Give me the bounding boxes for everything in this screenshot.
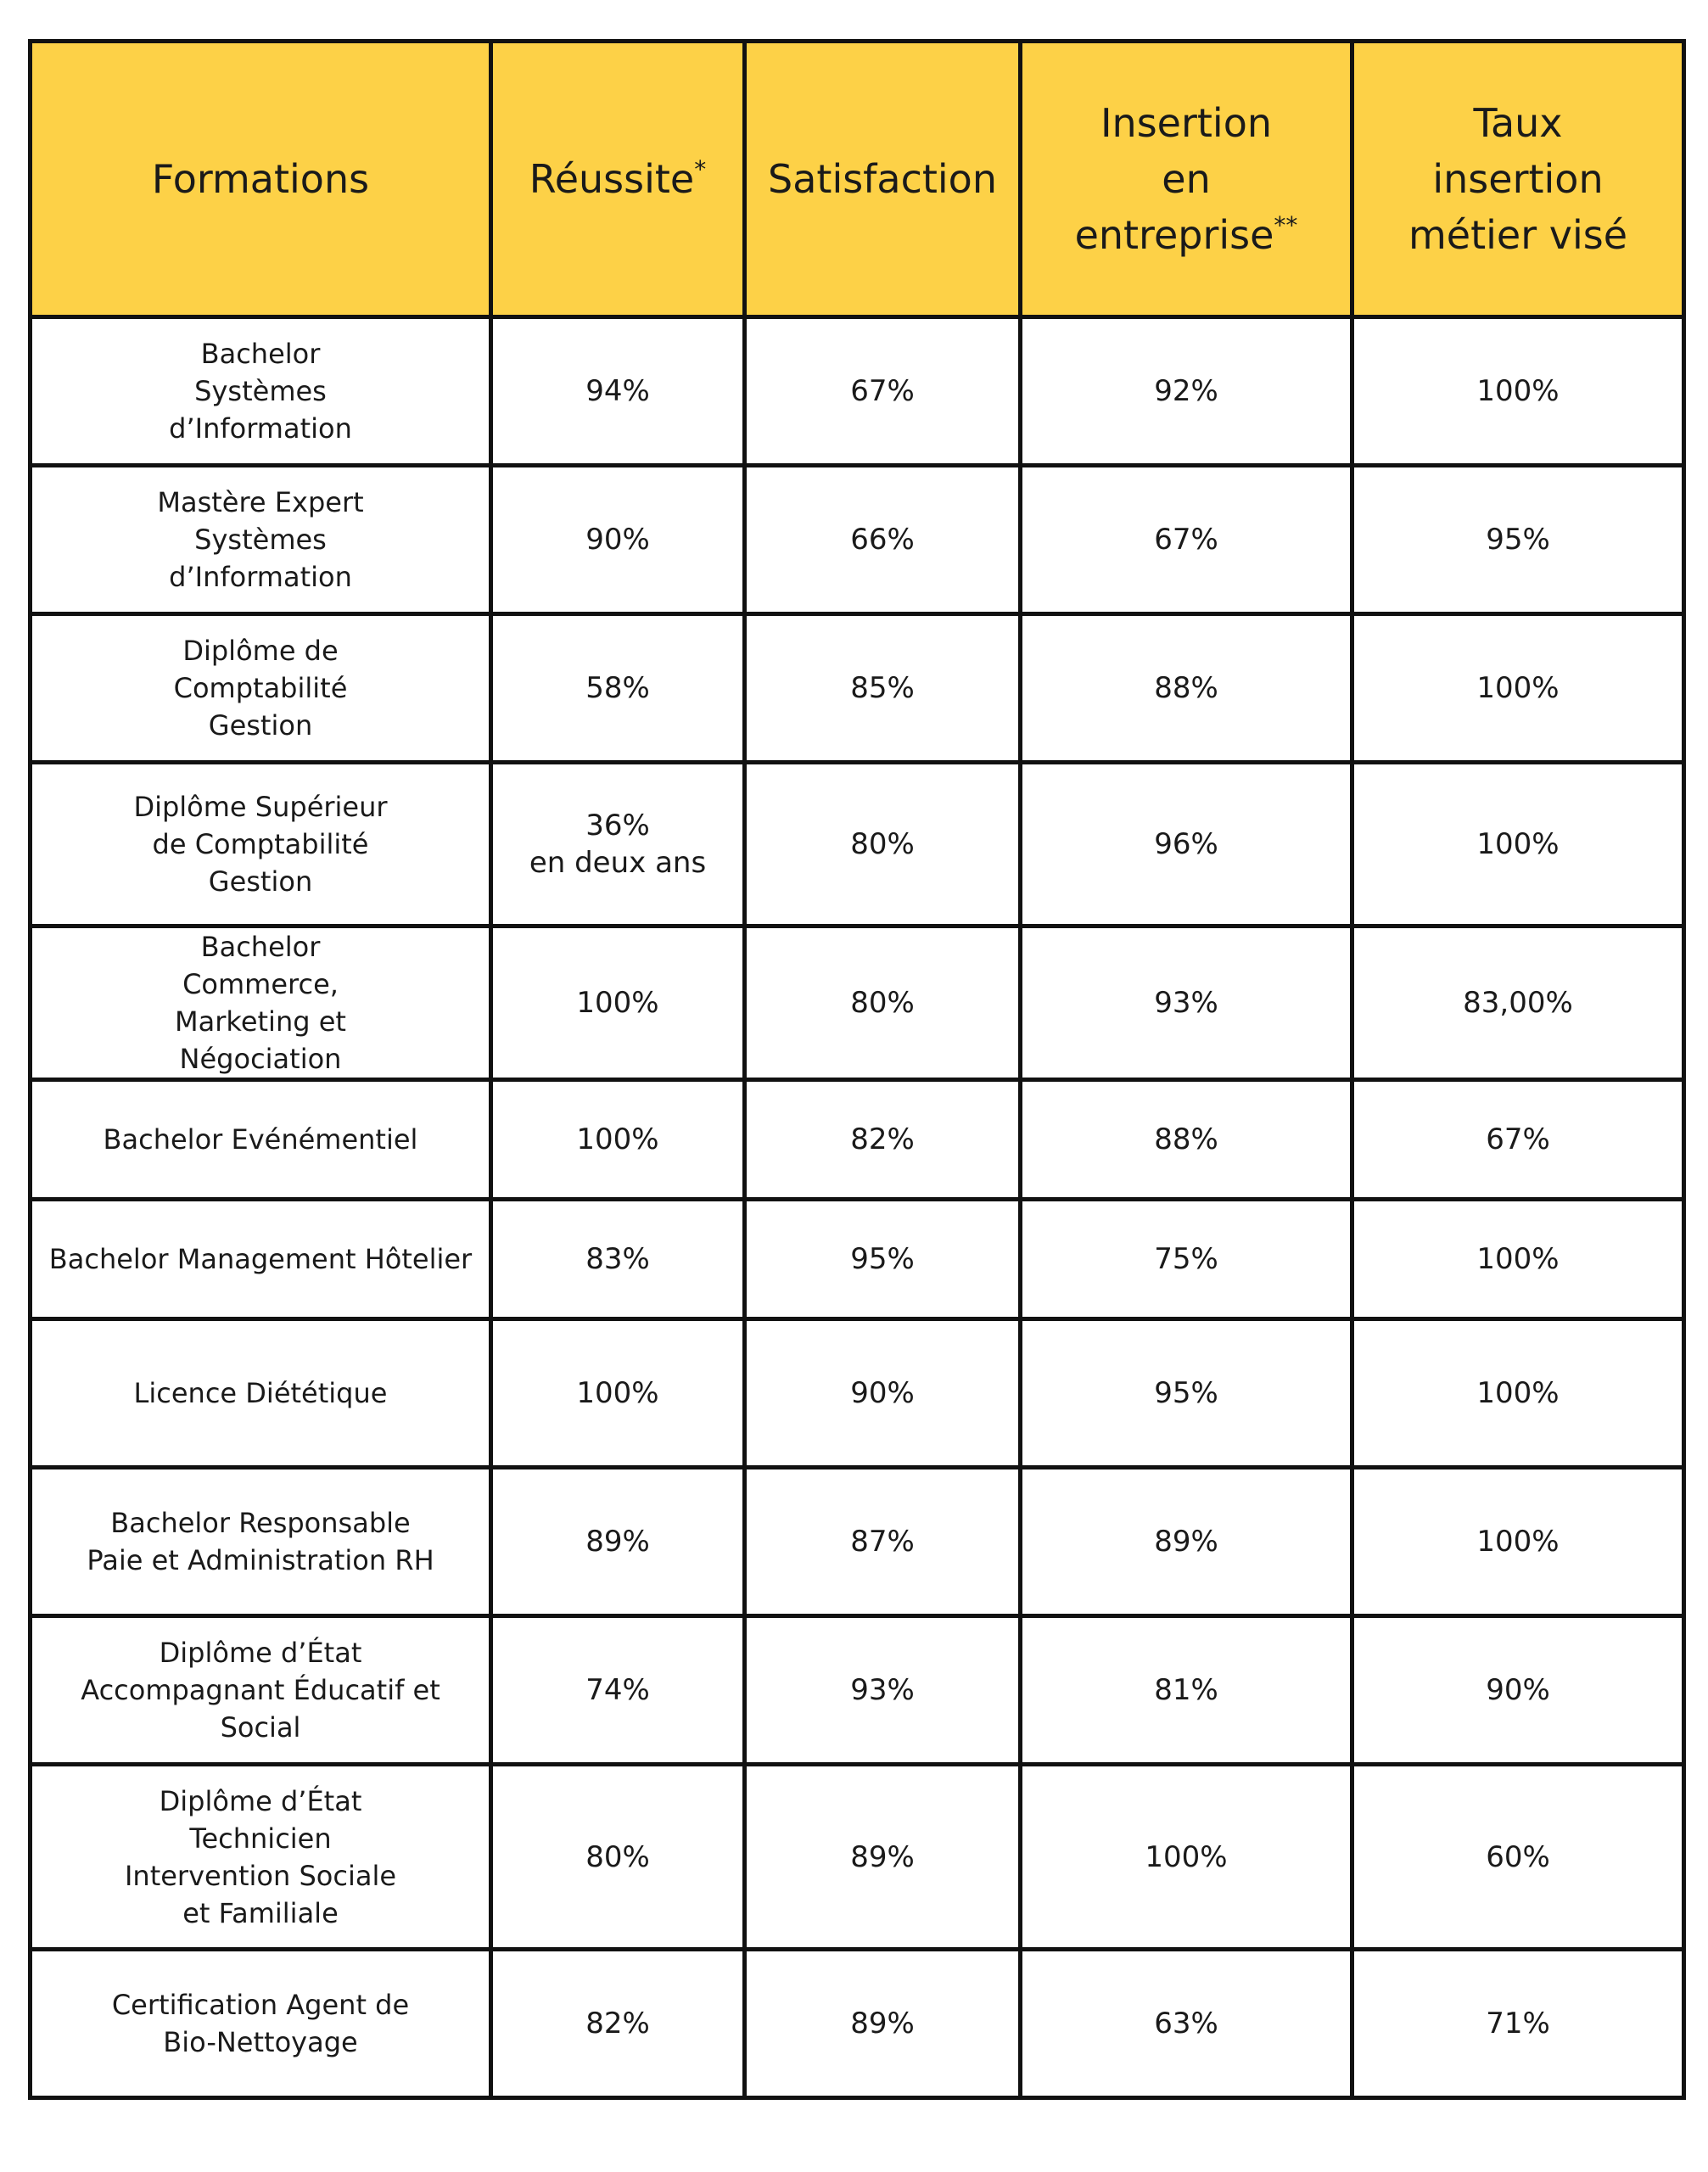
cell-satisfaction: 80% xyxy=(745,763,1021,926)
cell-formation: Certification Agent de Bio-Nettoyage xyxy=(31,1950,491,2098)
cell-insertion: 67% xyxy=(1021,466,1352,614)
cell-insertion: 88% xyxy=(1021,1080,1352,1200)
cell-reussite xyxy=(491,1765,745,1950)
cell-formation: Bachelor Systèmes d’Information xyxy=(31,317,491,466)
reussite-value: 58% xyxy=(585,671,650,705)
cell-insertion: 75% xyxy=(1021,1200,1352,1319)
cell-taux-insertion: 100% xyxy=(1352,317,1684,466)
header-row xyxy=(31,42,1684,317)
cell-formation: Diplôme de Comptabilité Gestion xyxy=(31,614,491,763)
reussite-value: 74% xyxy=(585,1673,650,1707)
cell-reussite xyxy=(491,614,745,763)
cell-insertion: 95% xyxy=(1021,1319,1352,1468)
cell-insertion: 63% xyxy=(1021,1950,1352,2098)
reussite-value: 100% xyxy=(576,1122,659,1156)
table-row xyxy=(31,1765,1684,1950)
cell-taux-insertion: 100% xyxy=(1352,1319,1684,1468)
cell-reussite xyxy=(491,1950,745,2098)
cell-satisfaction: 67% xyxy=(745,317,1021,466)
cell-taux-insertion: 90% xyxy=(1352,1616,1684,1765)
cell-reussite xyxy=(491,466,745,614)
cell-insertion: 89% xyxy=(1021,1468,1352,1616)
cell-satisfaction: 89% xyxy=(745,1765,1021,1950)
table-row xyxy=(31,466,1684,614)
cell-taux-insertion: 100% xyxy=(1352,1200,1684,1319)
cell-satisfaction: 85% xyxy=(745,614,1021,763)
cell-taux-insertion: 100% xyxy=(1352,614,1684,763)
reussite-value: 36% xyxy=(585,809,650,842)
cell-satisfaction: 66% xyxy=(745,466,1021,614)
cell-formation: Diplôme Supérieur de Comptabilité Gestion xyxy=(31,763,491,926)
cell-taux-insertion: 100% xyxy=(1352,1468,1684,1616)
footnote-mark: * xyxy=(694,155,707,183)
cell-reussite xyxy=(491,1200,745,1319)
table-row xyxy=(31,1200,1684,1319)
reussite-value: 82% xyxy=(585,2007,650,2040)
cell-satisfaction: 90% xyxy=(745,1319,1021,1468)
cell-formation: Bachelor Management Hôtelier xyxy=(31,1200,491,1319)
table-row xyxy=(31,1616,1684,1765)
cell-formation: Licence Diététique xyxy=(31,1319,491,1468)
table-row xyxy=(31,1080,1684,1200)
table-row xyxy=(31,317,1684,466)
header-taux-insertion: Taux insertion métier visé xyxy=(1352,42,1684,317)
reussite-value: 90% xyxy=(585,523,650,557)
cell-insertion: 88% xyxy=(1021,614,1352,763)
cell-reussite xyxy=(491,926,745,1080)
cell-reussite xyxy=(491,1468,745,1616)
cell-insertion: 100% xyxy=(1021,1765,1352,1950)
cell-satisfaction: 89% xyxy=(745,1950,1021,2098)
table-row xyxy=(31,1319,1684,1468)
reussite-value: 100% xyxy=(576,1376,659,1410)
cell-insertion: 93% xyxy=(1021,926,1352,1080)
cell-satisfaction: 87% xyxy=(745,1468,1021,1616)
header-reussite: Réussite* xyxy=(491,42,745,317)
cell-satisfaction: 82% xyxy=(745,1080,1021,1200)
cell-reussite xyxy=(491,763,745,926)
results-table xyxy=(28,39,1686,2100)
cell-reussite xyxy=(491,1616,745,1765)
cell-taux-insertion: 60% xyxy=(1352,1765,1684,1950)
cell-insertion: 96% xyxy=(1021,763,1352,926)
table-row xyxy=(31,614,1684,763)
header-insertion: Insertion en entreprise** xyxy=(1021,42,1352,317)
reussite-value: 80% xyxy=(585,1839,650,1874)
table-row xyxy=(31,926,1684,1080)
cell-taux-insertion: 83,00% xyxy=(1352,926,1684,1080)
cell-formation: Diplôme d’État Accompagnant Éducatif et Social xyxy=(31,1616,491,1765)
cell-insertion: 81% xyxy=(1021,1616,1352,1765)
cell-formation: Diplôme d’État Technicien Intervention Sociale et Familiale xyxy=(31,1765,491,1950)
header-formations: Formations xyxy=(31,42,491,317)
cell-taux-insertion: 95% xyxy=(1352,466,1684,614)
cell-reussite xyxy=(491,1319,745,1468)
reussite-note: en deux ans xyxy=(529,846,707,880)
cell-insertion: 92% xyxy=(1021,317,1352,466)
cell-satisfaction: 93% xyxy=(745,1616,1021,1765)
cell-satisfaction: 95% xyxy=(745,1200,1021,1319)
cell-formation: Bachelor Evénémentiel xyxy=(31,1080,491,1200)
cell-formation: Bachelor Responsable Paie et Administration RH xyxy=(31,1468,491,1616)
reussite-value: 100% xyxy=(576,986,659,1020)
table-row xyxy=(31,1468,1684,1616)
cell-formation: Bachelor Commerce, Marketing et Négociation xyxy=(31,926,491,1080)
footnote-mark: ** xyxy=(1274,211,1298,239)
table-row xyxy=(31,763,1684,926)
reussite-value: 94% xyxy=(585,374,650,408)
header-satisfaction: Satisfaction xyxy=(745,42,1021,317)
reussite-value: 83% xyxy=(585,1242,650,1276)
cell-taux-insertion: 67% xyxy=(1352,1080,1684,1200)
cell-reussite xyxy=(491,317,745,466)
cell-taux-insertion: 100% xyxy=(1352,763,1684,926)
table-body xyxy=(31,317,1684,2098)
table-row xyxy=(31,1950,1684,2098)
reussite-value: 89% xyxy=(585,1525,650,1559)
cell-formation: Mastère Expert Systèmes d’Information xyxy=(31,466,491,614)
cell-reussite xyxy=(491,1080,745,1200)
cell-satisfaction: 80% xyxy=(745,926,1021,1080)
cell-taux-insertion: 71% xyxy=(1352,1950,1684,2098)
